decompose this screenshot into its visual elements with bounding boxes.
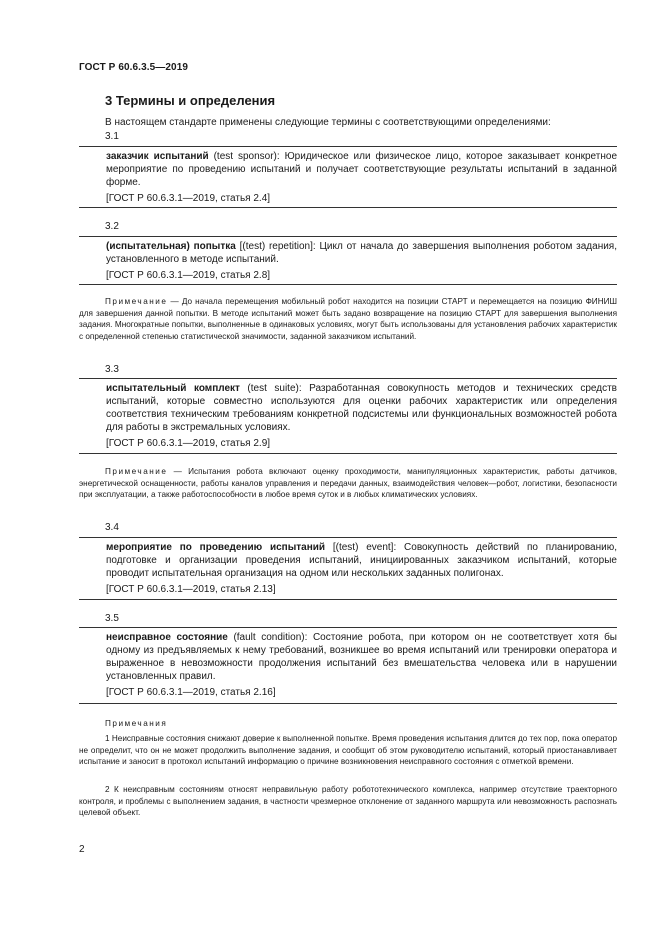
note-label: Примечание bbox=[105, 297, 168, 306]
section-intro: В настоящем стандарте применены следующие термины с соответствующими определениями: bbox=[105, 117, 551, 128]
term-number: 3.5 bbox=[105, 613, 119, 624]
term-definition bbox=[79, 240, 617, 266]
term-box bbox=[79, 537, 617, 600]
notes-title: Примечания bbox=[105, 719, 168, 728]
note-text: — Испытания робота включают оценку проходимости, манипуляционных характеристик, работы датчиков, энергетической оснащенности, работы каналов управления и передачи данных, взаимодействия человек—робот, логистики, безопасности при эксплуатации, а также работоспособности в любое время суток и в любых климатических условиях. bbox=[79, 467, 617, 499]
term-name: (испытательная) попытка bbox=[106, 241, 236, 252]
term-definition bbox=[79, 150, 617, 189]
term-number: 3.2 bbox=[105, 221, 119, 232]
term-source: [ГОСТ Р 60.6.3.1—2019, статья 2.13] bbox=[106, 584, 276, 595]
note-label: Примечание bbox=[105, 467, 168, 476]
term-name: неисправное состояние bbox=[106, 632, 228, 643]
term-box bbox=[79, 378, 617, 454]
note-block bbox=[79, 466, 617, 501]
term-definition bbox=[79, 382, 617, 434]
note-text: — До начала перемещения мобильный робот находится на позиции СТАРТ и перемещается на позицию ФИНИШ для завершения данной попытки. В методе испытаний может быть задано возвращение на позицию СТАРТ для завершения выполнения задания. Многократные попытки, выполненные в одинаковых условиях, могут быть использованы для установления рабочих характеристик с определенной степенью статистической значимости, заданной заказчиком испытаний. bbox=[79, 297, 617, 341]
page-number: 2 bbox=[79, 844, 85, 855]
term-name: заказчик испытаний bbox=[106, 151, 209, 162]
term-text: (test sponsor): Юридическое или физическое лицо, которое заказывает конкретное мероприятие по проведению испытаний и получает соответствующие результаты испытаний в заданной форме. bbox=[106, 151, 617, 188]
term-name: мероприятие по проведению испытаний bbox=[106, 542, 326, 553]
note-item bbox=[79, 733, 617, 768]
note-item bbox=[79, 784, 617, 819]
term-text: [(test) repetition]: Цикл от начала до завершения выполнения роботом задания, установленного в методе испытаний. bbox=[106, 241, 617, 265]
term-box bbox=[79, 627, 617, 704]
term-box bbox=[79, 236, 617, 285]
term-name: испытательный комплект bbox=[106, 383, 240, 394]
note-block bbox=[79, 296, 617, 342]
term-number: 3.1 bbox=[105, 131, 119, 142]
section-title: 3 Термины и определения bbox=[105, 93, 276, 108]
term-source: [ГОСТ Р 60.6.3.1—2019, статья 2.4] bbox=[106, 193, 271, 204]
document-header: ГОСТ Р 60.6.3.5—2019 bbox=[79, 62, 189, 73]
term-source: [ГОСТ Р 60.6.3.1—2019, статья 2.16] bbox=[106, 687, 276, 698]
term-source: [ГОСТ Р 60.6.3.1—2019, статья 2.9] bbox=[106, 438, 271, 449]
term-definition bbox=[79, 631, 617, 683]
term-number: 3.4 bbox=[105, 522, 119, 533]
note-item-text: 2 К неисправным состояниям относят неправильную работу робототехнического комплекса, например отсутствие траекторного контроля, и проблемы с выполнением задания, в частности чрезмерное отклонение от заданного маршрута или невозможность распознать целевой объект. bbox=[79, 785, 617, 817]
term-source: [ГОСТ Р 60.6.3.1—2019, статья 2.8] bbox=[106, 270, 271, 281]
term-definition bbox=[79, 541, 617, 580]
term-text: [(test) event]: Совокупность действий по планированию, подготовке и организации проведения испытаний, инициированных заказчиком испытаний, которые проводит испытательная организация на одном или нескольких заданных полигонах. bbox=[106, 542, 617, 579]
term-box bbox=[79, 146, 617, 208]
term-text: (fault condition): Состояние робота, при котором он не соответствует хотя бы одному из предъявляемых к нему требований, возникшее во время испытаний или тренировки оператора и выраженное в невозможности продолжения испытаний без вмешательства человека или в нарушении установленных правил. bbox=[106, 632, 617, 682]
term-number: 3.3 bbox=[105, 364, 119, 375]
term-text: (test suite): Разработанная совокупность методов и технических средств испытаний, которые совместно используются для оценки рабочих характеристик или определения соответствия техническим требованиям конкретной подсистемы или функциональных возможностей робота для работы в экстремальных условиях. bbox=[106, 383, 617, 433]
note-item-text: 1 Неисправные состояния снижают доверие к выполненной попытке. Время проведения испытания длится до тех пор, пока оператор не определит, что он не может продолжить выполнение задания, и сообщит об этом руководителю испытаний, который приостанавливает испытание и заносит в протокол испытаний информацию о причине возникновения неисправного состояния с отметкой времени. bbox=[79, 734, 617, 766]
